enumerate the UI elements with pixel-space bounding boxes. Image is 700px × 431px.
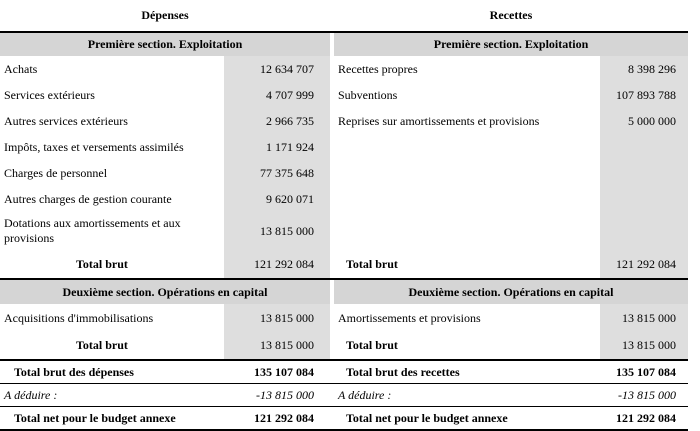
dep-row-value: 4 707 999 xyxy=(224,82,330,108)
depenses-title: Dépenses xyxy=(141,8,189,22)
table-row xyxy=(0,82,688,108)
section1-title-right: Première section. Exploitation xyxy=(334,33,688,56)
net-depenses-value: 121 292 084 xyxy=(254,410,314,425)
dep-row-value: 12 634 707 xyxy=(224,56,330,82)
rec-row-label xyxy=(334,186,600,212)
gross-depenses-label: Total brut des dépenses xyxy=(14,364,134,379)
gross-recettes-value: 135 107 084 xyxy=(616,364,676,379)
dep-row-label: Autres charges de gestion courante xyxy=(4,191,172,206)
dep-total-brut-value: 121 292 084 xyxy=(224,250,330,278)
dep-row-label: Acquisitions d'immobilisations xyxy=(4,310,154,325)
dep-row-value: 1 171 924 xyxy=(224,134,330,160)
rec-row-value: 13 815 000 xyxy=(600,304,688,332)
dep-total-brut-label: Total brut xyxy=(76,338,128,352)
recettes-title: Recettes xyxy=(489,8,533,22)
dep-row-value: 13 815 000 xyxy=(224,212,330,250)
rec-row-value: 8 398 296 xyxy=(600,56,688,82)
rec-row-value xyxy=(600,186,688,212)
dep-row-label: Charges de personnel xyxy=(4,165,108,180)
rec-row-value: 5 000 000 xyxy=(600,108,688,134)
table-row xyxy=(0,304,688,332)
section2-total-row xyxy=(0,332,688,361)
section2-header-row xyxy=(0,280,688,304)
dep-row-value: 9 620 071 xyxy=(224,186,330,212)
rec-row-label: Reprises sur amortissements et provisions xyxy=(338,113,540,128)
deduction-dep-label: A déduire : xyxy=(4,387,58,402)
rec-row-value xyxy=(600,160,688,186)
net-recettes-label: Total net pour le budget annexe xyxy=(346,410,508,425)
dep-total-brut-label: Total brut xyxy=(76,256,128,271)
section2-title-left: Deuxième section. Opérations en capital xyxy=(0,280,330,304)
gross-recettes-label: Total brut des recettes xyxy=(346,364,460,379)
dep-row-value: 2 966 735 xyxy=(224,108,330,134)
section2-title-right: Deuxième section. Opérations en capital xyxy=(334,280,688,304)
dep-row-value: 77 375 648 xyxy=(224,160,330,186)
table-row xyxy=(0,160,688,186)
net-recettes-value: 121 292 084 xyxy=(616,410,676,425)
rec-row-value xyxy=(600,134,688,160)
dep-row-label: Achats xyxy=(4,61,38,76)
deduction-rec-label: A déduire : xyxy=(338,387,392,402)
rec-total-brut-value: 13 815 000 xyxy=(600,332,688,359)
table-row xyxy=(0,212,688,250)
dep-row-value: 13 815 000 xyxy=(224,304,330,332)
rec-row-label xyxy=(334,134,600,160)
column-titles-row xyxy=(0,0,688,33)
net-depenses-label: Total net pour le budget annexe xyxy=(14,410,176,425)
recettes-column-header xyxy=(334,0,688,31)
gross-total-row xyxy=(0,361,688,384)
dep-row-label: Impôts, taxes et versements assimilés xyxy=(4,139,184,154)
deduction-dep-value: -13 815 000 xyxy=(256,387,314,402)
net-total-row xyxy=(0,407,688,431)
dep-row-label: Dotations aux amortissements et aux provisions xyxy=(4,216,181,245)
rec-row-value xyxy=(600,212,688,250)
rec-row-label: Recettes propres xyxy=(338,61,418,76)
gross-depenses-value: 135 107 084 xyxy=(254,364,314,379)
rec-total-brut-label: Total brut xyxy=(346,256,398,271)
rec-total-brut-value: 121 292 084 xyxy=(600,250,688,278)
section1-title-left: Première section. Exploitation xyxy=(0,33,330,56)
dep-row-label: Autres services extérieurs xyxy=(4,113,128,128)
rec-total-brut-label: Total brut xyxy=(346,338,398,352)
table-row xyxy=(0,108,688,134)
rec-row-label: Amortissements et provisions xyxy=(338,310,481,325)
rec-row-value: 107 893 788 xyxy=(600,82,688,108)
depenses-column-header xyxy=(0,0,330,31)
rec-row-label xyxy=(334,212,600,250)
deduction-rec-value: -13 815 000 xyxy=(618,387,676,402)
dep-total-brut-value: 13 815 000 xyxy=(224,332,330,359)
rec-row-label xyxy=(334,160,600,186)
dep-row-label: Services extérieurs xyxy=(4,87,95,102)
section1-total-row xyxy=(0,250,688,280)
deduction-row xyxy=(0,384,688,407)
table-row xyxy=(0,56,688,82)
rec-row-label: Subventions xyxy=(338,87,398,102)
table-row xyxy=(0,186,688,212)
table-row xyxy=(0,134,688,160)
section1-header-row xyxy=(0,33,688,56)
